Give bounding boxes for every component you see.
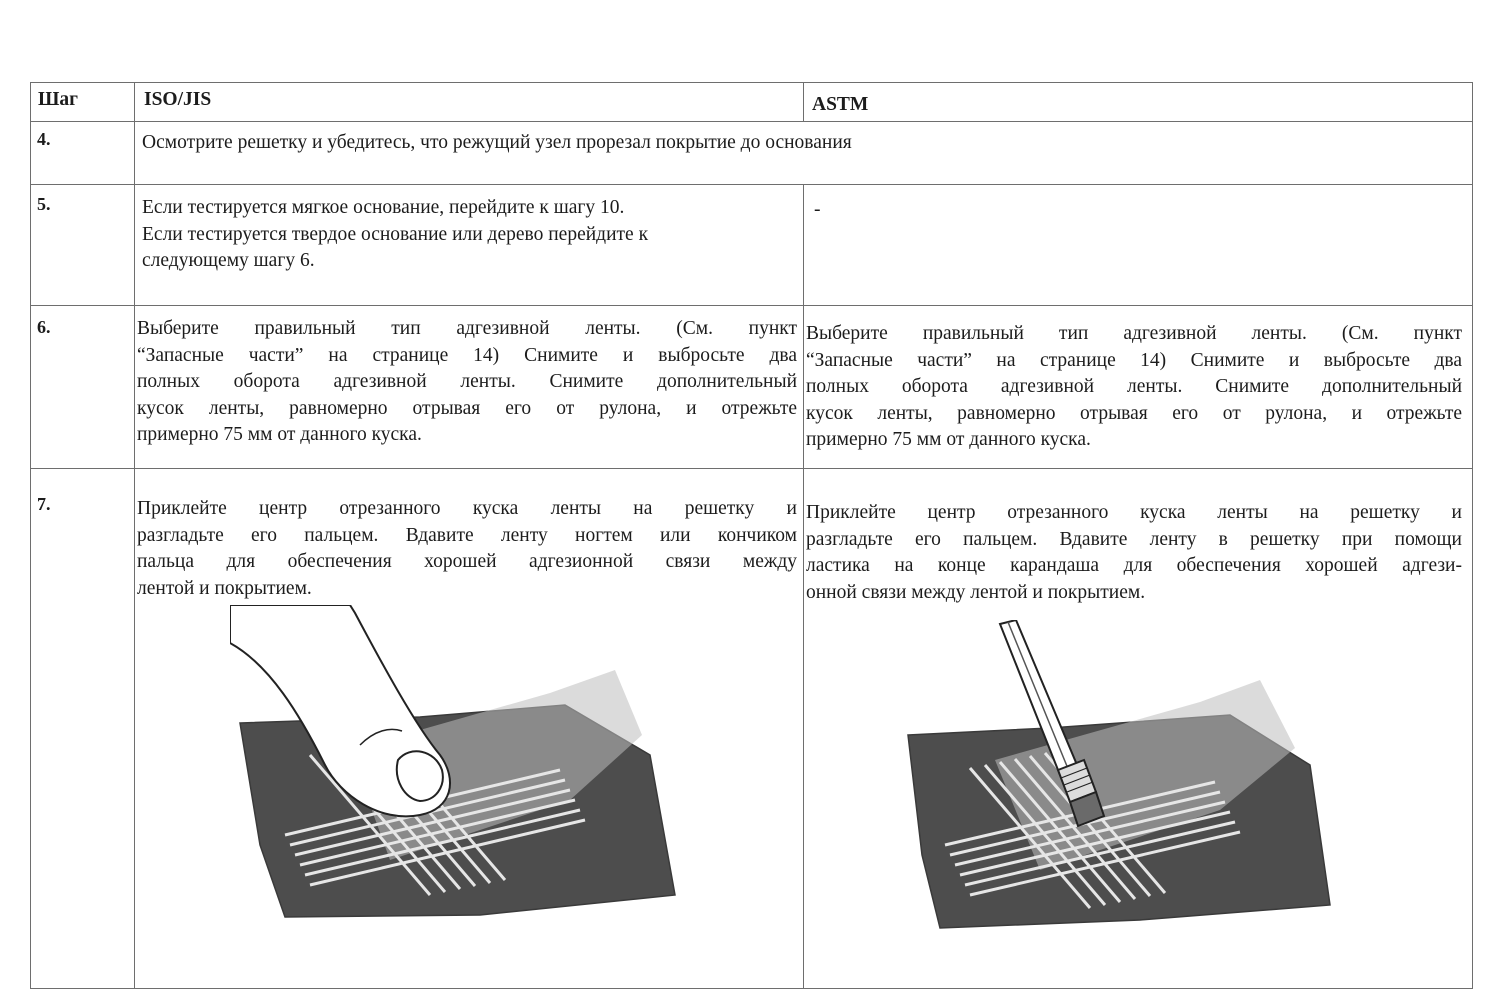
row6-iso-line-3: полных оборота адгезивной ленты. Снимите дополнительный <box>137 371 797 392</box>
row7-astm-line-4: онной связи между лентой и покрытием. <box>806 581 1146 603</box>
table-left-border <box>30 82 31 989</box>
row7-iso-line-3: пальца для обеспечения хорошей адгезионной связи между <box>137 551 797 572</box>
iso-astm-divider-top <box>803 82 804 122</box>
finger-pressing-tape-illustration <box>230 605 700 935</box>
row6-iso-text <box>137 316 797 449</box>
row6-iso-line-2: “Запасные части” на странице 14) Снимите и выбросьте два <box>137 344 797 366</box>
row4-bottom-border <box>30 184 1473 185</box>
header-bottom-border <box>30 121 1473 122</box>
row6-astm-line-3: полных оборота адгезивной ленты. Снимите дополнительный <box>806 376 1462 397</box>
row4-merged-text: Осмотрите решетку и убедитесь, что режущий узел прорезал покрытие до основания <box>142 132 852 153</box>
table-right-border <box>1472 82 1473 989</box>
row5-iso-line-2: Если тестируется твердое основание или дерево перейдите к <box>142 223 649 245</box>
table-bottom-border <box>30 988 1473 989</box>
row7-iso-line-4: лентой и покрытием. <box>137 577 312 599</box>
row5-astm-dash: - <box>814 199 821 220</box>
row7-astm-text <box>806 500 1462 606</box>
row7-iso-text <box>137 496 797 602</box>
row6-astm-line-1: Выберите правильный тип адгезивной ленты. (См. пункт <box>806 323 1462 344</box>
row5-iso-line-1: Если тестируется мягкое основание, перейдите к шагу 10. <box>142 197 625 218</box>
row5-iso-line-3: следующему шагу 6. <box>142 250 315 271</box>
row7-iso-line-1: Приклейте центр отрезанного куска ленты на решетку и <box>137 498 797 519</box>
row5-bottom-border <box>30 305 1473 306</box>
row7-astm-line-3: ластика на конце карандаша для обеспечения хорошей адгези- <box>806 555 1462 576</box>
row6-iso-line-5: примерно 75 мм от данного куска. <box>137 424 422 445</box>
row6-astm-line-4: кусок ленты, равномерно отрывая его от рулона, и отрежьте <box>806 402 1462 424</box>
step-number-4: 4. <box>37 129 51 149</box>
table-top-border <box>30 82 1473 83</box>
row6-iso-line-1: Выберите правильный тип адгезивной ленты. (См. пункт <box>137 318 797 339</box>
step-number-7: 7. <box>37 494 51 514</box>
row6-astm-line-5: примерно 75 мм от данного куска. <box>806 429 1091 450</box>
row6-iso-line-4: кусок ленты, равномерно отрывая его от рулона, и отрежьте <box>137 397 797 419</box>
row6-bottom-border <box>30 468 1473 469</box>
iso-astm-divider-body <box>803 184 804 989</box>
header-step: Шаг <box>38 89 79 110</box>
header-iso-jis: ISO/JIS <box>144 89 212 110</box>
row6-astm-text <box>806 321 1462 454</box>
row7-astm-line-1: Приклейте центр отрезанного куска ленты на решетку и <box>806 502 1462 523</box>
row7-astm-line-2: разгладьте его пальцем. Вдавите ленту в решетку при помощи <box>806 528 1462 550</box>
row7-iso-line-2: разгладьте его пальцем. Вдавите ленту ногтем или кончиком <box>137 524 797 546</box>
pencil-eraser-pressing-tape-illustration <box>900 620 1350 940</box>
step-col-divider <box>134 82 135 989</box>
header-astm: ASTM <box>812 94 869 115</box>
step-number-5: 5. <box>37 194 51 214</box>
row5-iso-text <box>142 195 782 275</box>
row6-astm-line-2: “Запасные части” на странице 14) Снимите и выбросьте два <box>806 349 1462 371</box>
step-number-6: 6. <box>37 317 51 337</box>
